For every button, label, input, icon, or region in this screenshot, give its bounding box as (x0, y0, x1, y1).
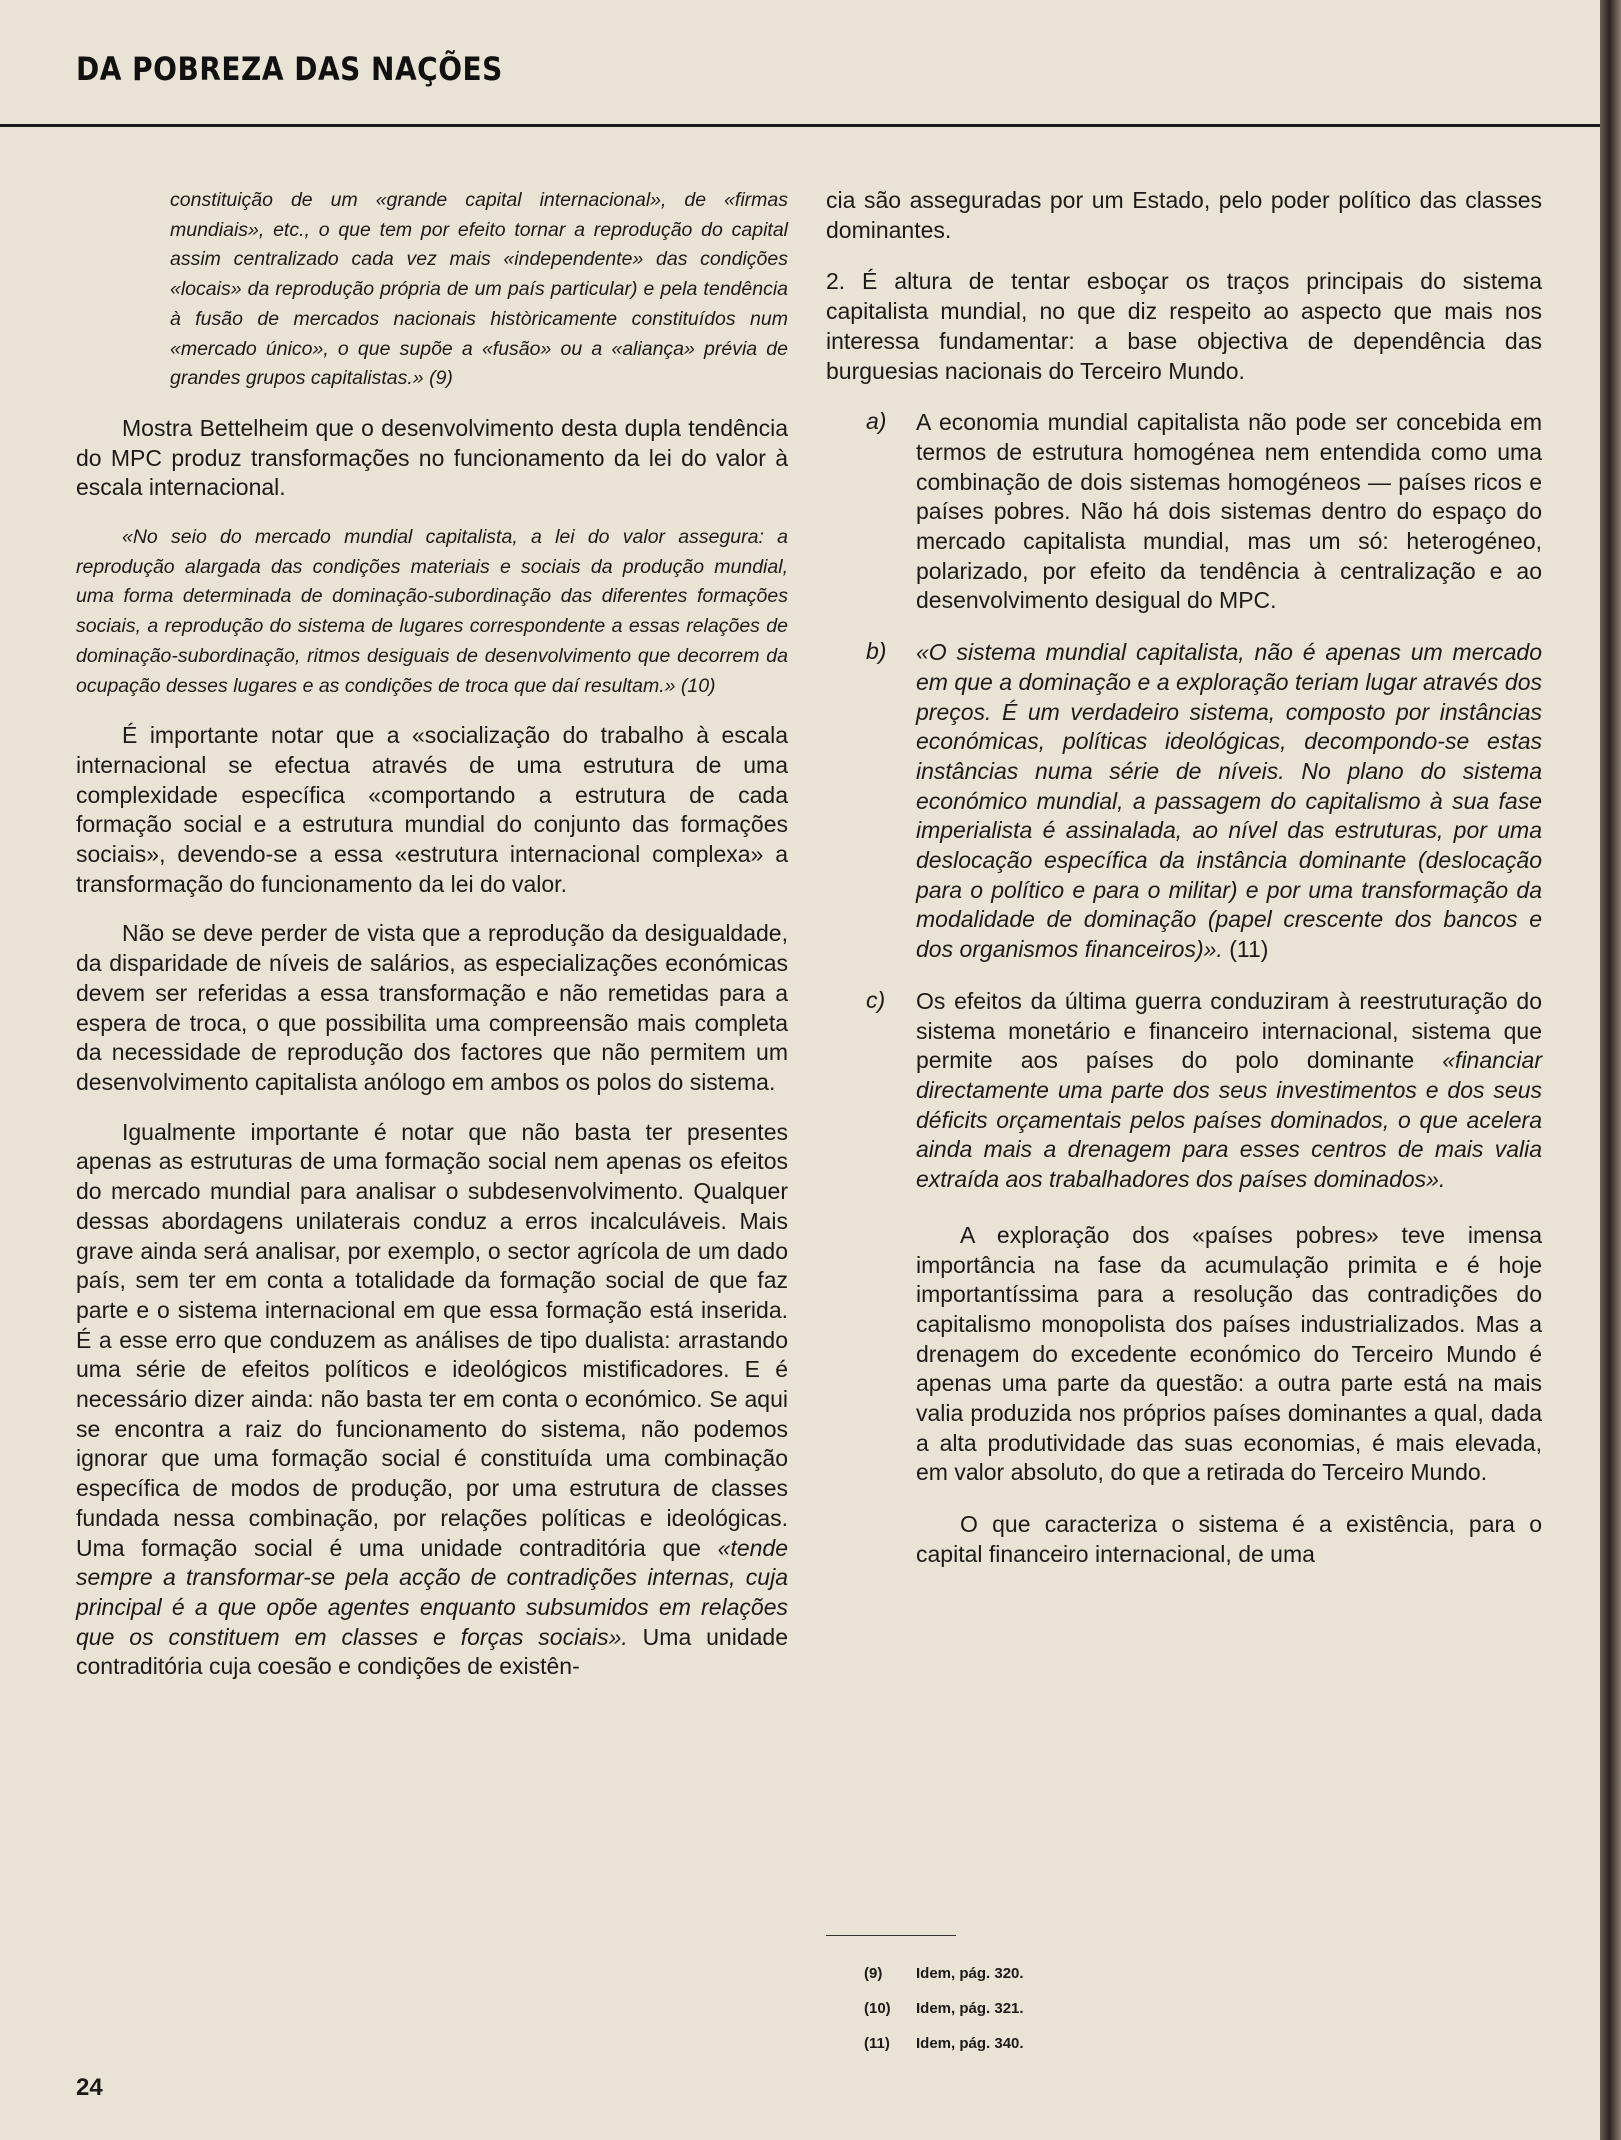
paragraph-igualmente-end: Uma unidade contraditória cuja coesão e condições de existên- (76, 1623, 788, 1680)
list-item-b (826, 638, 1542, 965)
binding-edge (1600, 0, 1621, 2140)
list-item-a (826, 408, 1542, 616)
left-column (76, 186, 788, 1682)
paragraph-exploracao: A exploração dos «países pobres» teve imensa importância na fase da acumulação primita e é hoje importantíssima para a resolução das contradições do capitalismo monopolista dos países industrializados. Mas a drenagem do excedente económico do Terceiro Mundo é apenas uma parte da questão: a outra parte está na mais valia produzida nos próprios países dominantes a qual, dada a alta produtividade das suas economias, é mais elevada, em valor absoluto, do que a retirada do Terceiro Mundo. (916, 1221, 1542, 1486)
list-marker-b: b) (866, 638, 887, 665)
footnote-11 (826, 2026, 1226, 2061)
quote-block-2: «No seio do mercado mundial capitalista, a lei do valor assegura: a reprodução alargada das condições materiais e sociais da produção mundial, uma forma determinada de dominação-subordinação das diferentes formações sociais, a reprodução do sistema de lugares correspondente a essas relações de dominação-subordinação, ritmos desiguais de desenvolvimento que decorrem da ocupação desses lugares e as condições de troca que daí resultam.» (10) (76, 526, 788, 697)
paragraph-socializacao: É importante notar que a «socialização do trabalho à escala internacional se efectua através de uma estrutura de uma complexidade específica «comportando a estrutura de cada formação social e a estrutura mundial do conjunto das formações sociais», devendo-se a essa «estrutura internacional complexa» a transformação do funcionamento da lei do valor. (76, 722, 788, 897)
paragraph-estado: cia são asseguradas por um Estado, pelo poder político das classes dominantes. (826, 187, 1542, 243)
paragraph-bettelheim: Mostra Bettelheim que o desenvolvimento desta dupla tendência do MPC produz transformações no funcionamento da lei do valor à escala internacional. (76, 414, 788, 501)
footnote-10 (826, 1991, 1226, 2026)
footnote-text: Idem, pág. 320. (916, 1965, 1024, 1982)
header-rule (0, 124, 1600, 127)
list-item-c (826, 987, 1542, 1195)
running-header: DA POBREZA DAS NAÇÕES (76, 50, 503, 88)
list-item-a-text: A economia mundial capitalista não pode ser concebida em termos de estrutura homogénea nem entendida como uma combinação de dois sistemas homogéneos — países ricos e países pobres. Não há dois sistemas dentro do espaço do mercado capitalista mundial, mas um só: heterogéneo, polarizado, por efeito da tendência à centralização e ao desenvolvimento desigual do MPC. (916, 409, 1542, 614)
footnote-text: Idem, pág. 340. (916, 2035, 1024, 2052)
list-marker-c: c) (866, 986, 886, 1013)
footnote-text: Idem, pág. 321. (916, 2000, 1024, 2017)
footnote-mark: (9) (864, 1965, 883, 1982)
footnote-rule (826, 1935, 956, 1936)
footnote-mark: (10) (864, 2000, 891, 2017)
paragraph-section-2: 2. É altura de tentar esboçar os traços principais do sistema capitalista mundial, no que diz respeito ao aspecto que mais nos interessa fundamentar: a base objectiva de dependência das burguesias nacionais do Terceiro Mundo. (826, 268, 1542, 384)
list-item-b-ref: (11) (1222, 936, 1269, 963)
footnote-mark: (11) (864, 2035, 890, 2052)
list-item-c-quote: «financiar directamente uma parte dos seus investimentos e dos seus déficits orçamentais pelos países dominados, o que acelera ainda mais a drenagem para esses centros de mais valia extraída aos trabalhadores dos países dominados». (916, 1047, 1542, 1193)
right-column (826, 186, 1542, 1570)
page-number: 24 (76, 2074, 103, 2101)
footnotes (826, 1935, 1226, 2061)
list-item-b-quote: «O sistema mundial capitalista, não é apenas um mercado em que a dominação e a exploração teriam lugar através dos preços. É um verdadeiro sistema, composto por instâncias económicas, políticas ideológicas, decompondo-se estas instâncias numa série de níveis. No plano do sistema económico mundial, a passagem do capitalismo à sua fase imperialista é assinalada, ao nível das estruturas, por uma deslocação específica da instância dominante (deslocação para o político e para o militar) e por uma transformação da modalidade de dominação (papel crescente dos bancos e dos organismos financeiros)». (916, 639, 1542, 963)
list-item-c-text (916, 987, 1542, 1195)
list-item-b-text (916, 638, 1542, 965)
paragraph-igualmente (76, 1118, 788, 1682)
paragraph-reproducao: Não se deve perder de vista que a reprodução da desigualdade, da disparidade de níveis de salários, as especializações económicas devem ser referidas a essa transformação e não remetidas para a espera de troca, o que possibilita uma compreensão mais completa da necessidade de reprodução dos factores que não permitem um desenvolvimento capitalista anólogo em ambos os polos do sistema. (76, 920, 788, 1095)
quote-block-1: constituição de um «grande capital internacional», de «firmas mundiais», etc., o que tem por efeito tornar a reprodução do capital assim centralizado cada vez mais «independente» das condições «locais» da reprodução própria de um país particular) e pela tendência à fusão de mercados nacionais històricamente constituídos num «mercado único», o que supõe a «fusão» ou a «aliança» prévia de grandes grupos capitalistas.» (9) (170, 189, 788, 390)
paragraph-igualmente-quote: «tende sempre a transformar-se pela acção de contradições internas, cuja principal é a que opõe agentes enquanto subsumidos em relações que os constituem em classes e forças sociais». (76, 1534, 788, 1650)
footnote-9 (826, 1956, 1226, 1991)
paragraph-igualmente-text: Igualmente importante é notar que não basta ter presentes apenas as estruturas de uma formação social nem apenas os efeitos do mercado mundial para analisar o subdesenvolvimento. Qualquer dessas abordagens unilaterais conduz a erros incalculáveis. Mais grave ainda será analisar, por exemplo, o sector agrícola de um dado país, sem ter em conta a totalidade da formação social de que faz parte e o sistema internacional em que essa formação está inserida. É a esse erro que conduzem as análises de tipo dualista: arrastando uma série de efeitos políticos e ideológicos mistificadores. E é necessário dizer ainda: não basta ter em conta o económico. Se aqui se encontra a raiz do funcionamento do sistema, não podemos ignorar que uma formação social é constituída uma combinação específica de modos de produção, por uma estrutura de classes fundada nessa combinação, por relações políticas e ideológicas. Uma formação social é uma unidade contraditória que (76, 1118, 788, 1561)
paragraph-caracteriza: O que caracteriza o sistema é a existência, para o capital financeiro internacional, de uma (916, 1511, 1542, 1567)
list-item-c-start: Os efeitos da última guerra conduziram à reestruturação do sistema monetário e financeiro internacional, sistema que permite aos países do polo dominante (916, 987, 1542, 1074)
list-marker-a: a) (866, 408, 887, 435)
